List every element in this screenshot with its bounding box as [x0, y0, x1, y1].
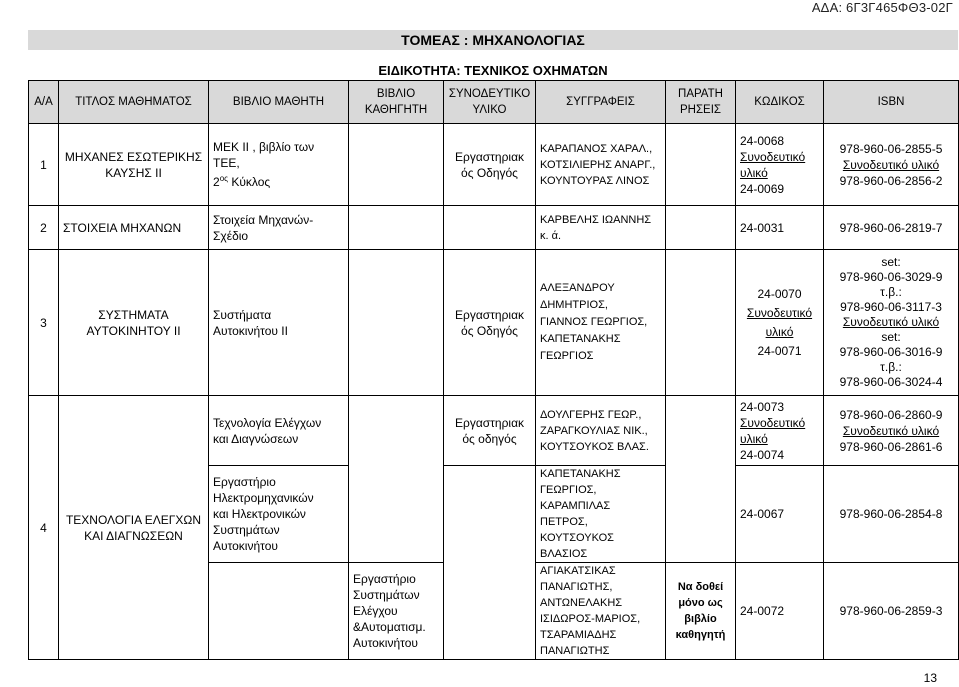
book-isbn: 978-960-06-2859-3 — [824, 563, 959, 660]
course-title: ΜΗΧΑΝΕΣ ΕΣΩΤΕΡΙΚΗΣ ΚΑΥΣΗΣ ΙΙ — [59, 124, 209, 206]
header-student-book: ΒΙΒΛΙΟ ΜΑΘΗΤΗ — [209, 81, 349, 124]
aux-material: Εργαστηριακ ός οδηγός — [444, 396, 536, 466]
book-code: 24-0068 Συνοδευτικό υλικό 24-0069 — [736, 124, 824, 206]
authors: ΔΟΥΛΓΕΡΗΣ ΓΕΩΡ., ΖΑΡΑΓΚΟΥΛΙΑΣ ΝΙΚ., ΚΟΥΤΣΟΥΚΟΣ ΒΛΑΣ. — [536, 396, 666, 466]
course-title: ΣΤΟΙΧΕΙΑ ΜΗΧΑΝΩΝ — [59, 206, 209, 250]
aux-material — [444, 206, 536, 250]
header-title: ΤΙΤΛΟΣ ΜΑΘΗΜΑΤΟΣ — [59, 81, 209, 124]
authors: ΚΑΠΕΤΑΝΑΚΗΣ ΓΕΩΡΓΙΟΣ, ΚΑΡΑΜΠΙΛΑΣ ΠΕΤΡΟΣ, ΚΟΥΤΣΟΥΚΟΣ ΒΛΑΣΙΟΣ — [536, 466, 666, 563]
table-header-row — [29, 81, 959, 124]
aux-material — [444, 466, 536, 660]
authors: ΚΑΡΑΠΑΝΟΣ ΧΑΡΑΛ., ΚΟΤΣΙΛΙΕΡΗΣ ΑΝΑΡΓ., ΚΟΥΝΤΟΥΡΑΣ ΛΙΝΟΣ — [536, 124, 666, 206]
remarks: Να δοθεί μόνο ως βιβλίο καθηγητή — [666, 563, 736, 660]
header-remarks: ΠΑΡΑΤΗ ΡΗΣΕΙΣ — [666, 81, 736, 124]
row-number: 3 — [29, 250, 59, 396]
header-teacher-book: ΒΙΒΛΙΟ ΚΑΘΗΓΗΤΗ — [349, 81, 444, 124]
row-number: 2 — [29, 206, 59, 250]
book-code: 24-0070 Συνοδευτικό υλικό 24-0071 — [736, 250, 824, 396]
book-code: 24-0072 — [736, 563, 824, 660]
table-row — [29, 250, 959, 396]
ada-code: ΑΔΑ: 6Γ3Γ465ΦΘ3-02Γ — [811, 0, 953, 15]
remarks — [666, 396, 736, 563]
student-book: Τεχνολογία Ελέγχων και Διαγνώσεων — [209, 396, 349, 466]
authors: ΑΛΕΞΑΝΔΡΟΥ ΔΗΜΗΤΡΙΟΣ, ΓΙΑΝΝΟΣ ΓΕΩΡΓΙΟΣ, ΚΑΠΕΤΑΝΑΚΗΣ ΓΕΩΡΓΙΟΣ — [536, 250, 666, 396]
teacher-book — [349, 250, 444, 396]
remarks — [666, 250, 736, 396]
student-book — [209, 563, 349, 660]
row-number: 4 — [29, 396, 59, 660]
book-code: 24-0031 — [736, 206, 824, 250]
book-isbn: 978-960-06-2860-9 Συνοδευτικό υλικό 978-960-06-2861-6 — [824, 396, 959, 466]
specialty-title: ΕΙΔΙΚΟΤΗΤΑ: ΤΕΧΝΙΚΟΣ ΟΧΗΜΑΤΩΝ — [378, 63, 608, 78]
table-row — [29, 206, 959, 250]
header-aa: Α/Α — [29, 81, 59, 124]
header-isbn: ISBN — [824, 81, 959, 124]
teacher-book — [349, 124, 444, 206]
course-title: ΤΕΧΝΟΛΟΓΙΑ ΕΛΕΓΧΩΝ ΚΑΙ ΔΙΑΓΝΩΣΕΩΝ — [59, 396, 209, 660]
book-code: 24-0067 — [736, 466, 824, 563]
student-book: Εργαστήριο Ηλεκτρομηχανικών και Ηλεκτρονικών Συστημάτων Αυτοκινήτου — [209, 466, 349, 563]
page-number: 13 — [923, 671, 937, 685]
table-row — [29, 124, 959, 206]
sector-title: ΤΟΜΕΑΣ : ΜΗΧΑΝΟΛΟΓΙΑΣ — [28, 30, 958, 50]
header-code: ΚΩΔΙΚΟΣ — [736, 81, 824, 124]
authors: ΚΑΡΒΕΛΗΣ ΙΩΑΝΝΗΣ κ. ά. — [536, 206, 666, 250]
authors: ΑΓΙΑΚΑΤΣΙΚΑΣ ΠΑΝΑΓΙΩΤΗΣ, ΑΝΤΩΝΕΛΑΚΗΣ ΙΣΙΔΩΡΟΣ-ΜΑΡΙΟΣ, ΤΣΑΡΑΜΙΑΔΗΣ ΠΑΝΑΓΙΩΤΗΣ — [536, 563, 666, 660]
book-code: 24-0073 Συνοδευτικό υλικό 24-0074 — [736, 396, 824, 466]
header-authors: ΣΥΓΓΡΑΦΕΙΣ — [536, 81, 666, 124]
row-number: 1 — [29, 124, 59, 206]
table-row — [29, 396, 959, 466]
course-title: ΣΥΣΤΗΜΑΤΑ ΑΥΤΟΚΙΝΗΤΟΥ ΙΙ — [59, 250, 209, 396]
remarks — [666, 206, 736, 250]
student-book: ΜΕΚ ΙΙ , βιβλίο των ΤΕΕ, $2^{o\varsigma}$ Κύκλος — [209, 124, 349, 206]
book-isbn: set: 978-960-06-3029-9 τ.β.: 978-960-06-3117-3 Συνοδευτικό υλικό set: 978-960-06-3016-9 τ.β.: 978-960-06-3024-4 — [824, 250, 959, 396]
book-isbn: 978-960-06-2819-7 — [824, 206, 959, 250]
student-book: Συστήματα Αυτοκινήτου ΙΙ — [209, 250, 349, 396]
book-isbn: 978-960-06-2855-5 Συνοδευτικό υλικό 978-960-06-2856-2 — [824, 124, 959, 206]
aux-material: Εργαστηριακ ός Οδηγός — [444, 250, 536, 396]
student-book: Στοιχεία Μηχανών- Σχέδιο — [209, 206, 349, 250]
books-table — [28, 80, 959, 660]
aux-material: Εργαστηριακ ός Οδηγός — [444, 124, 536, 206]
remarks — [666, 124, 736, 206]
teacher-book — [349, 206, 444, 250]
book-isbn: 978-960-06-2854-8 — [824, 466, 959, 563]
header-aux-material: ΣΥΝΟΔΕΥΤΙΚΟ ΥΛΙΚΟ — [444, 81, 536, 124]
teacher-book — [349, 396, 444, 563]
teacher-book: Εργαστήριο Συστημάτων Ελέγχου &Αυτοματισμ. Αυτοκινήτου — [349, 563, 444, 660]
